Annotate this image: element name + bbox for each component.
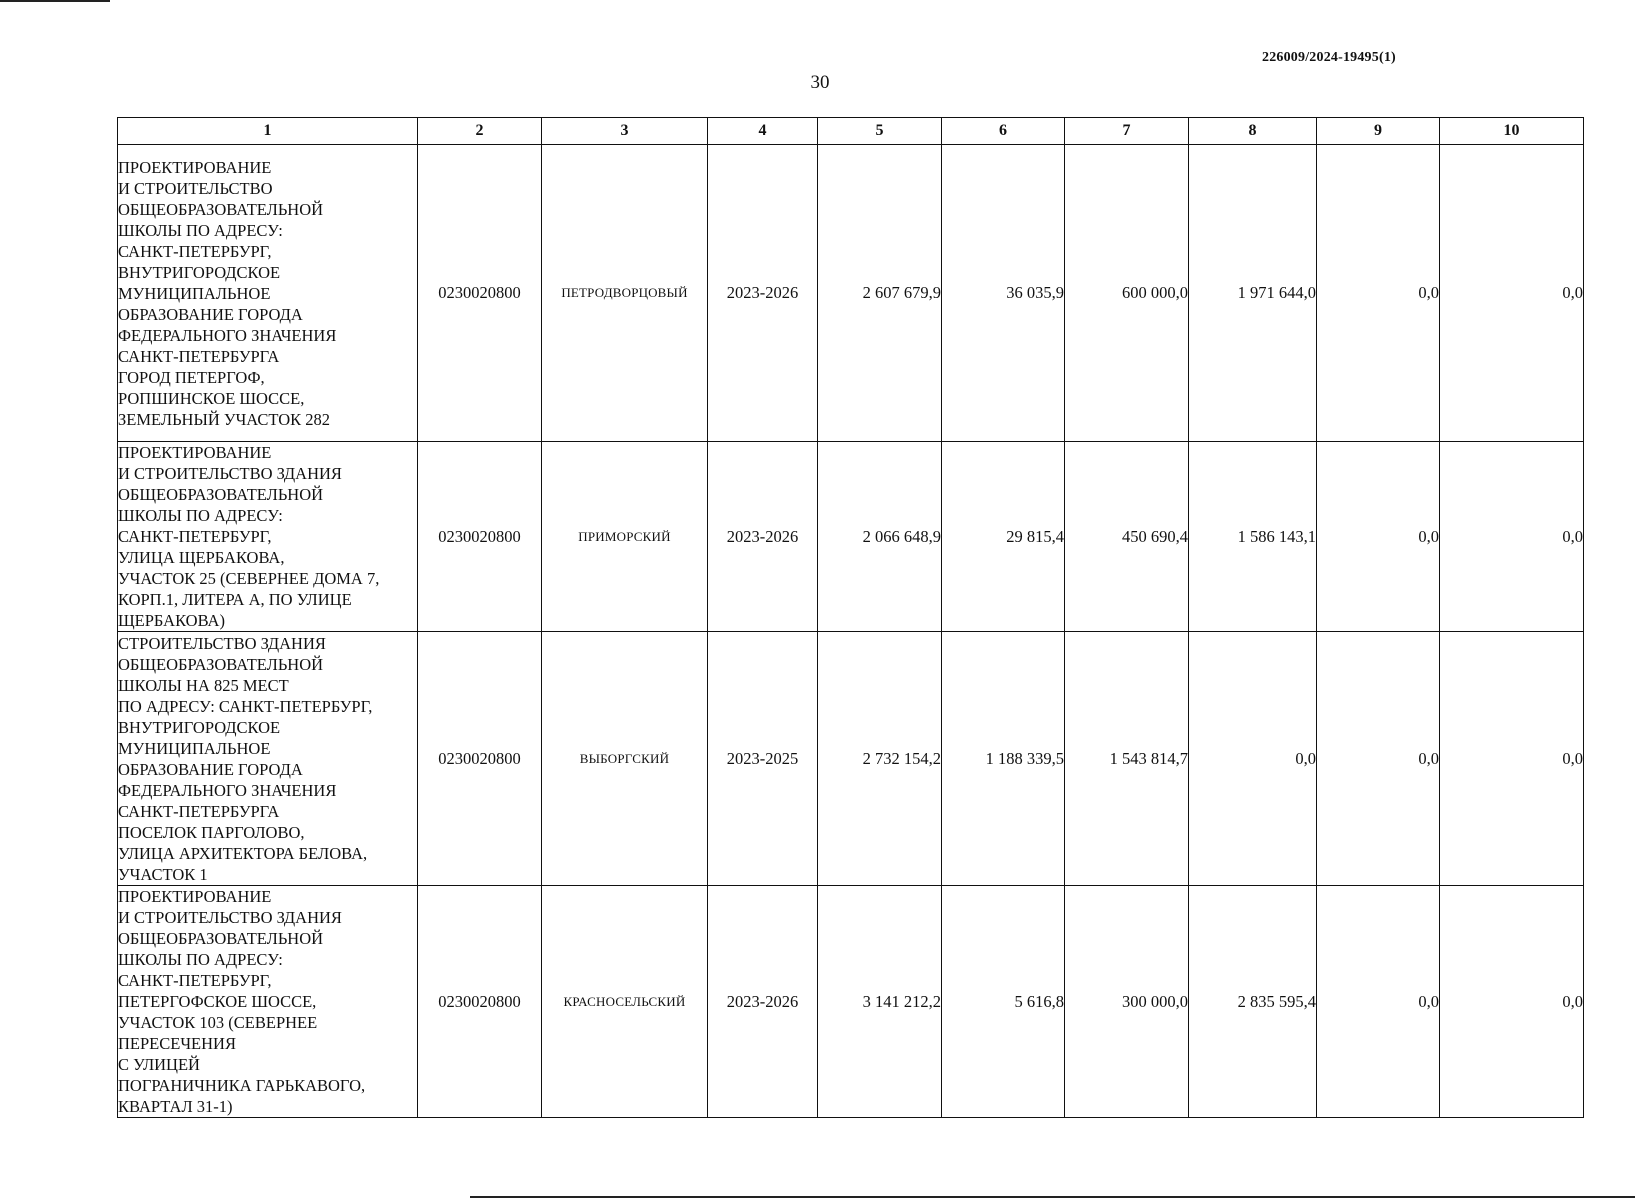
amount-cell-5: 2 607 679,9 xyxy=(818,145,942,442)
column-header-4: 4 xyxy=(708,118,818,145)
amount-cell-8: 1 971 644,0 xyxy=(1189,145,1317,442)
amount-cell-9: 0,0 xyxy=(1317,145,1440,442)
amount-cell-8: 2 835 595,4 xyxy=(1189,886,1317,1118)
amount-cell-10: 0,0 xyxy=(1440,145,1584,442)
budget-code-cell: 0230020800 xyxy=(418,632,542,886)
column-header-6: 6 xyxy=(942,118,1065,145)
table-row xyxy=(118,145,1584,442)
amount-cell-6: 29 815,4 xyxy=(942,442,1065,632)
period-cell: 2023-2026 xyxy=(708,145,818,442)
table-row xyxy=(118,442,1584,632)
period-cell: 2023-2025 xyxy=(708,632,818,886)
column-header-7: 7 xyxy=(1065,118,1189,145)
amount-cell-6: 36 035,9 xyxy=(942,145,1065,442)
amount-cell-7: 1 543 814,7 xyxy=(1065,632,1189,886)
budget-table xyxy=(117,117,1584,1118)
budget-code-cell: 0230020800 xyxy=(418,886,542,1118)
amount-cell-10: 0,0 xyxy=(1440,886,1584,1118)
scan-edge-line-top xyxy=(0,0,110,2)
budget-code-cell: 0230020800 xyxy=(418,145,542,442)
column-number-row xyxy=(118,118,1584,145)
period-cell: 2023-2026 xyxy=(708,886,818,1118)
column-header-2: 2 xyxy=(418,118,542,145)
district-cell: ВЫБОРГСКИЙ xyxy=(542,632,708,886)
column-header-9: 9 xyxy=(1317,118,1440,145)
column-header-8: 8 xyxy=(1189,118,1317,145)
district-cell: КРАСНОСЕЛЬСКИЙ xyxy=(542,886,708,1118)
budget-code-cell: 0230020800 xyxy=(418,442,542,632)
column-header-10: 10 xyxy=(1440,118,1584,145)
object-name-cell: ПРОЕКТИРОВАНИЕ И СТРОИТЕЛЬСТВО ЗДАНИЯ ОБЩЕОБРАЗОВАТЕЛЬНОЙ ШКОЛЫ ПО АДРЕСУ: САНКТ-ПЕТЕРБУРГ, ПЕТЕРГОФСКОЕ ШОССЕ, УЧАСТОК 103 (СЕВЕРНЕЕ ПЕРЕСЕЧЕНИЯ С УЛИЦЕЙ ПОГРАНИЧНИКА ГАРЬКАВОГО, КВАРТАЛ 31-1) xyxy=(118,886,418,1118)
scan-edge-line-bottom xyxy=(470,1196,1635,1198)
object-name-cell: ПРОЕКТИРОВАНИЕ И СТРОИТЕЛЬСТВО ЗДАНИЯ ОБЩЕОБРАЗОВАТЕЛЬНОЙ ШКОЛЫ ПО АДРЕСУ: САНКТ-ПЕТЕРБУРГ, УЛИЦА ЩЕРБАКОВА, УЧАСТОК 25 (СЕВЕРНЕЕ ДОМА 7, КОРП.1, ЛИТЕРА А, ПО УЛИЦЕ ЩЕРБАКОВА) xyxy=(118,442,418,632)
object-name-cell: СТРОИТЕЛЬСТВО ЗДАНИЯ ОБЩЕОБРАЗОВАТЕЛЬНОЙ ШКОЛЫ НА 825 МЕСТ ПО АДРЕСУ: САНКТ-ПЕТЕРБУРГ, ВНУТРИГОРОДСКОЕ МУНИЦИПАЛЬНОЕ ОБРАЗОВАНИЕ ГОРОДА ФЕДЕРАЛЬНОГО ЗНАЧЕНИЯ САНКТ-ПЕТЕРБУРГА ПОСЕЛОК ПАРГОЛОВО, УЛИЦА АРХИТЕКТОРА БЕЛОВА, УЧАСТОК 1 xyxy=(118,632,418,886)
amount-cell-5: 2 066 648,9 xyxy=(818,442,942,632)
document-registration-number: 226009/2024-19495(1) xyxy=(1262,50,1396,65)
table-row xyxy=(118,886,1584,1118)
object-name-cell: ПРОЕКТИРОВАНИЕ И СТРОИТЕЛЬСТВО ОБЩЕОБРАЗОВАТЕЛЬНОЙ ШКОЛЫ ПО АДРЕСУ: САНКТ-ПЕТЕРБУРГ, ВНУТРИГОРОДСКОЕ МУНИЦИПАЛЬНОЕ ОБРАЗОВАНИЕ ГОРОДА ФЕДЕРАЛЬНОГО ЗНАЧЕНИЯ САНКТ-ПЕТЕРБУРГА ГОРОД ПЕТЕРГОФ, РОПШИНСКОЕ ШОССЕ, ЗЕМЕЛЬНЫЙ УЧАСТОК 282 xyxy=(118,145,418,442)
table-row xyxy=(118,632,1584,886)
period-cell: 2023-2026 xyxy=(708,442,818,632)
amount-cell-7: 450 690,4 xyxy=(1065,442,1189,632)
amount-cell-9: 0,0 xyxy=(1317,886,1440,1118)
amount-cell-10: 0,0 xyxy=(1440,442,1584,632)
amount-cell-5: 2 732 154,2 xyxy=(818,632,942,886)
amount-cell-9: 0,0 xyxy=(1317,442,1440,632)
district-cell: ПРИМОРСКИЙ xyxy=(542,442,708,632)
amount-cell-5: 3 141 212,2 xyxy=(818,886,942,1118)
amount-cell-8: 0,0 xyxy=(1189,632,1317,886)
amount-cell-7: 300 000,0 xyxy=(1065,886,1189,1118)
amount-cell-9: 0,0 xyxy=(1317,632,1440,886)
amount-cell-6: 1 188 339,5 xyxy=(942,632,1065,886)
page-number: 30 xyxy=(810,72,830,93)
amount-cell-6: 5 616,8 xyxy=(942,886,1065,1118)
column-header-5: 5 xyxy=(818,118,942,145)
amount-cell-10: 0,0 xyxy=(1440,632,1584,886)
column-header-1: 1 xyxy=(118,118,418,145)
district-cell: ПЕТРОДВОРЦОВЫЙ xyxy=(542,145,708,442)
amount-cell-7: 600 000,0 xyxy=(1065,145,1189,442)
column-header-3: 3 xyxy=(542,118,708,145)
amount-cell-8: 1 586 143,1 xyxy=(1189,442,1317,632)
